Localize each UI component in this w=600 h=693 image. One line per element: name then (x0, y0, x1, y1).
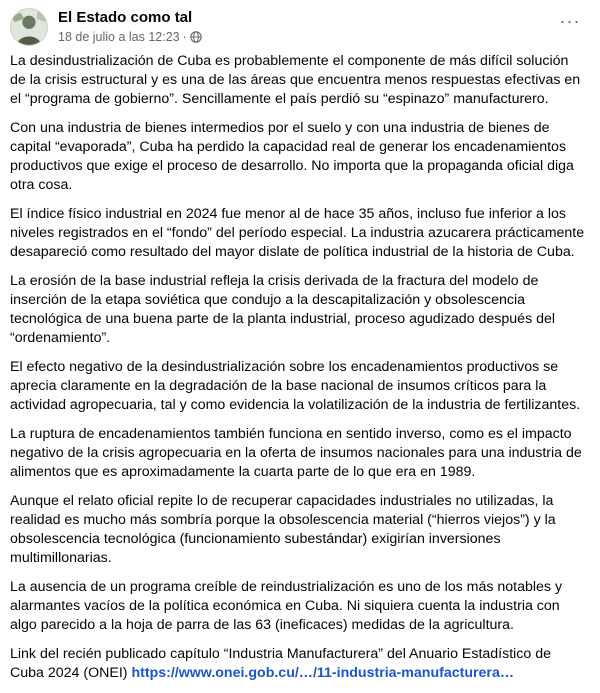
onei-link[interactable]: https://www.onei.gob.cu/…/11-industria-manufacturera… (131, 665, 515, 681)
post-paragraph-link (10, 645, 588, 683)
post-paragraph: La ruptura de encadenamientos también funciona en sentido inverso, como es el impacto negativo de la crisis agropecuaria en la oferta de insumos nacionales para una industria de alimentos que es aproximadamente la cuarta parte de lo que era en 1989. (10, 426, 582, 480)
post-paragraph: Aunque el relato oficial repite lo de recuperar capacidades industriales no utilizadas, la realidad es mucho más sombría porque la obsolescencia material (“hierros viejos”) y la obsolescencia tecnológica (funcionamiento subestándar) exigirían inversiones multimillonarias. (10, 493, 556, 566)
post-paragraph: La ausencia de un programa creíble de reindustrialización es uno de los más notables y alarmantes vacíos de la política económica en Cuba. Ni siquiera cuenta la industria con algo parecido a la hoja de parra de las 63 (ineficaces) medidas de la agricultura. (10, 579, 563, 633)
avatar-image (11, 9, 47, 45)
page-name[interactable]: El Estado como tal (58, 9, 193, 26)
post-paragraph: El índice físico industrial en 2024 fue menor al de hace 35 años, incluso fue inferior a los niveles registrados en el “fondo” del período especial. La industria azucarera prácticamente desapareció como resultado del mayor dislate de política industrial de la historia de Cuba. (10, 206, 585, 260)
post-paragraph: La erosión de la base industrial refleja la crisis derivada de la fractura del modelo de inserción de la etapa soviética que condujo a la descapitalización y obsolescencia tecnológica de una buena parte de la planta industrial, proceso agudizado después del “ordenamiento”. (10, 273, 556, 346)
more-options-button[interactable]: ··· (559, 11, 581, 31)
post-meta (58, 30, 202, 44)
page-avatar[interactable] (10, 8, 48, 46)
post-header (10, 6, 590, 46)
post-body (10, 52, 588, 693)
post-date[interactable]: 18 de julio a las 12:23 (58, 30, 180, 44)
post-paragraph: El efecto negativo de la desindustrialización sobre los encadenamientos productivos se aprecia claramente en la degradación de la base nacional de insumos críticos para la actividad agropecuaria, tal y como evidencia la volatilización de la industria de fertilizantes. (10, 359, 581, 413)
globe-icon[interactable] (190, 31, 202, 43)
post-paragraph: Con una industria de bienes intermedios por el suelo y con una industria de bienes de capital “evaporada”, Cuba ha perdido la capacidad real de generar los encadenamientos productivos que exige el proceso de desarrollo. No importa que la propaganda oficial diga otra cosa. (10, 120, 574, 193)
link-intro-text: Link del recién publicado capítulo “Industria Manufacturera” del Anuario Estadístico de Cuba 2024 (ONEI) (10, 646, 552, 681)
meta-separator: · (182, 30, 187, 44)
post-paragraph: La desindustrialización de Cuba es probablemente el componente de más difícil solución de la crisis estructural y es una de las áreas que encuentra menos respuestas efectivas en el “programa de gobierno”. Sencillamente el país perdió su “espinazo” manufacturero. (10, 53, 581, 107)
